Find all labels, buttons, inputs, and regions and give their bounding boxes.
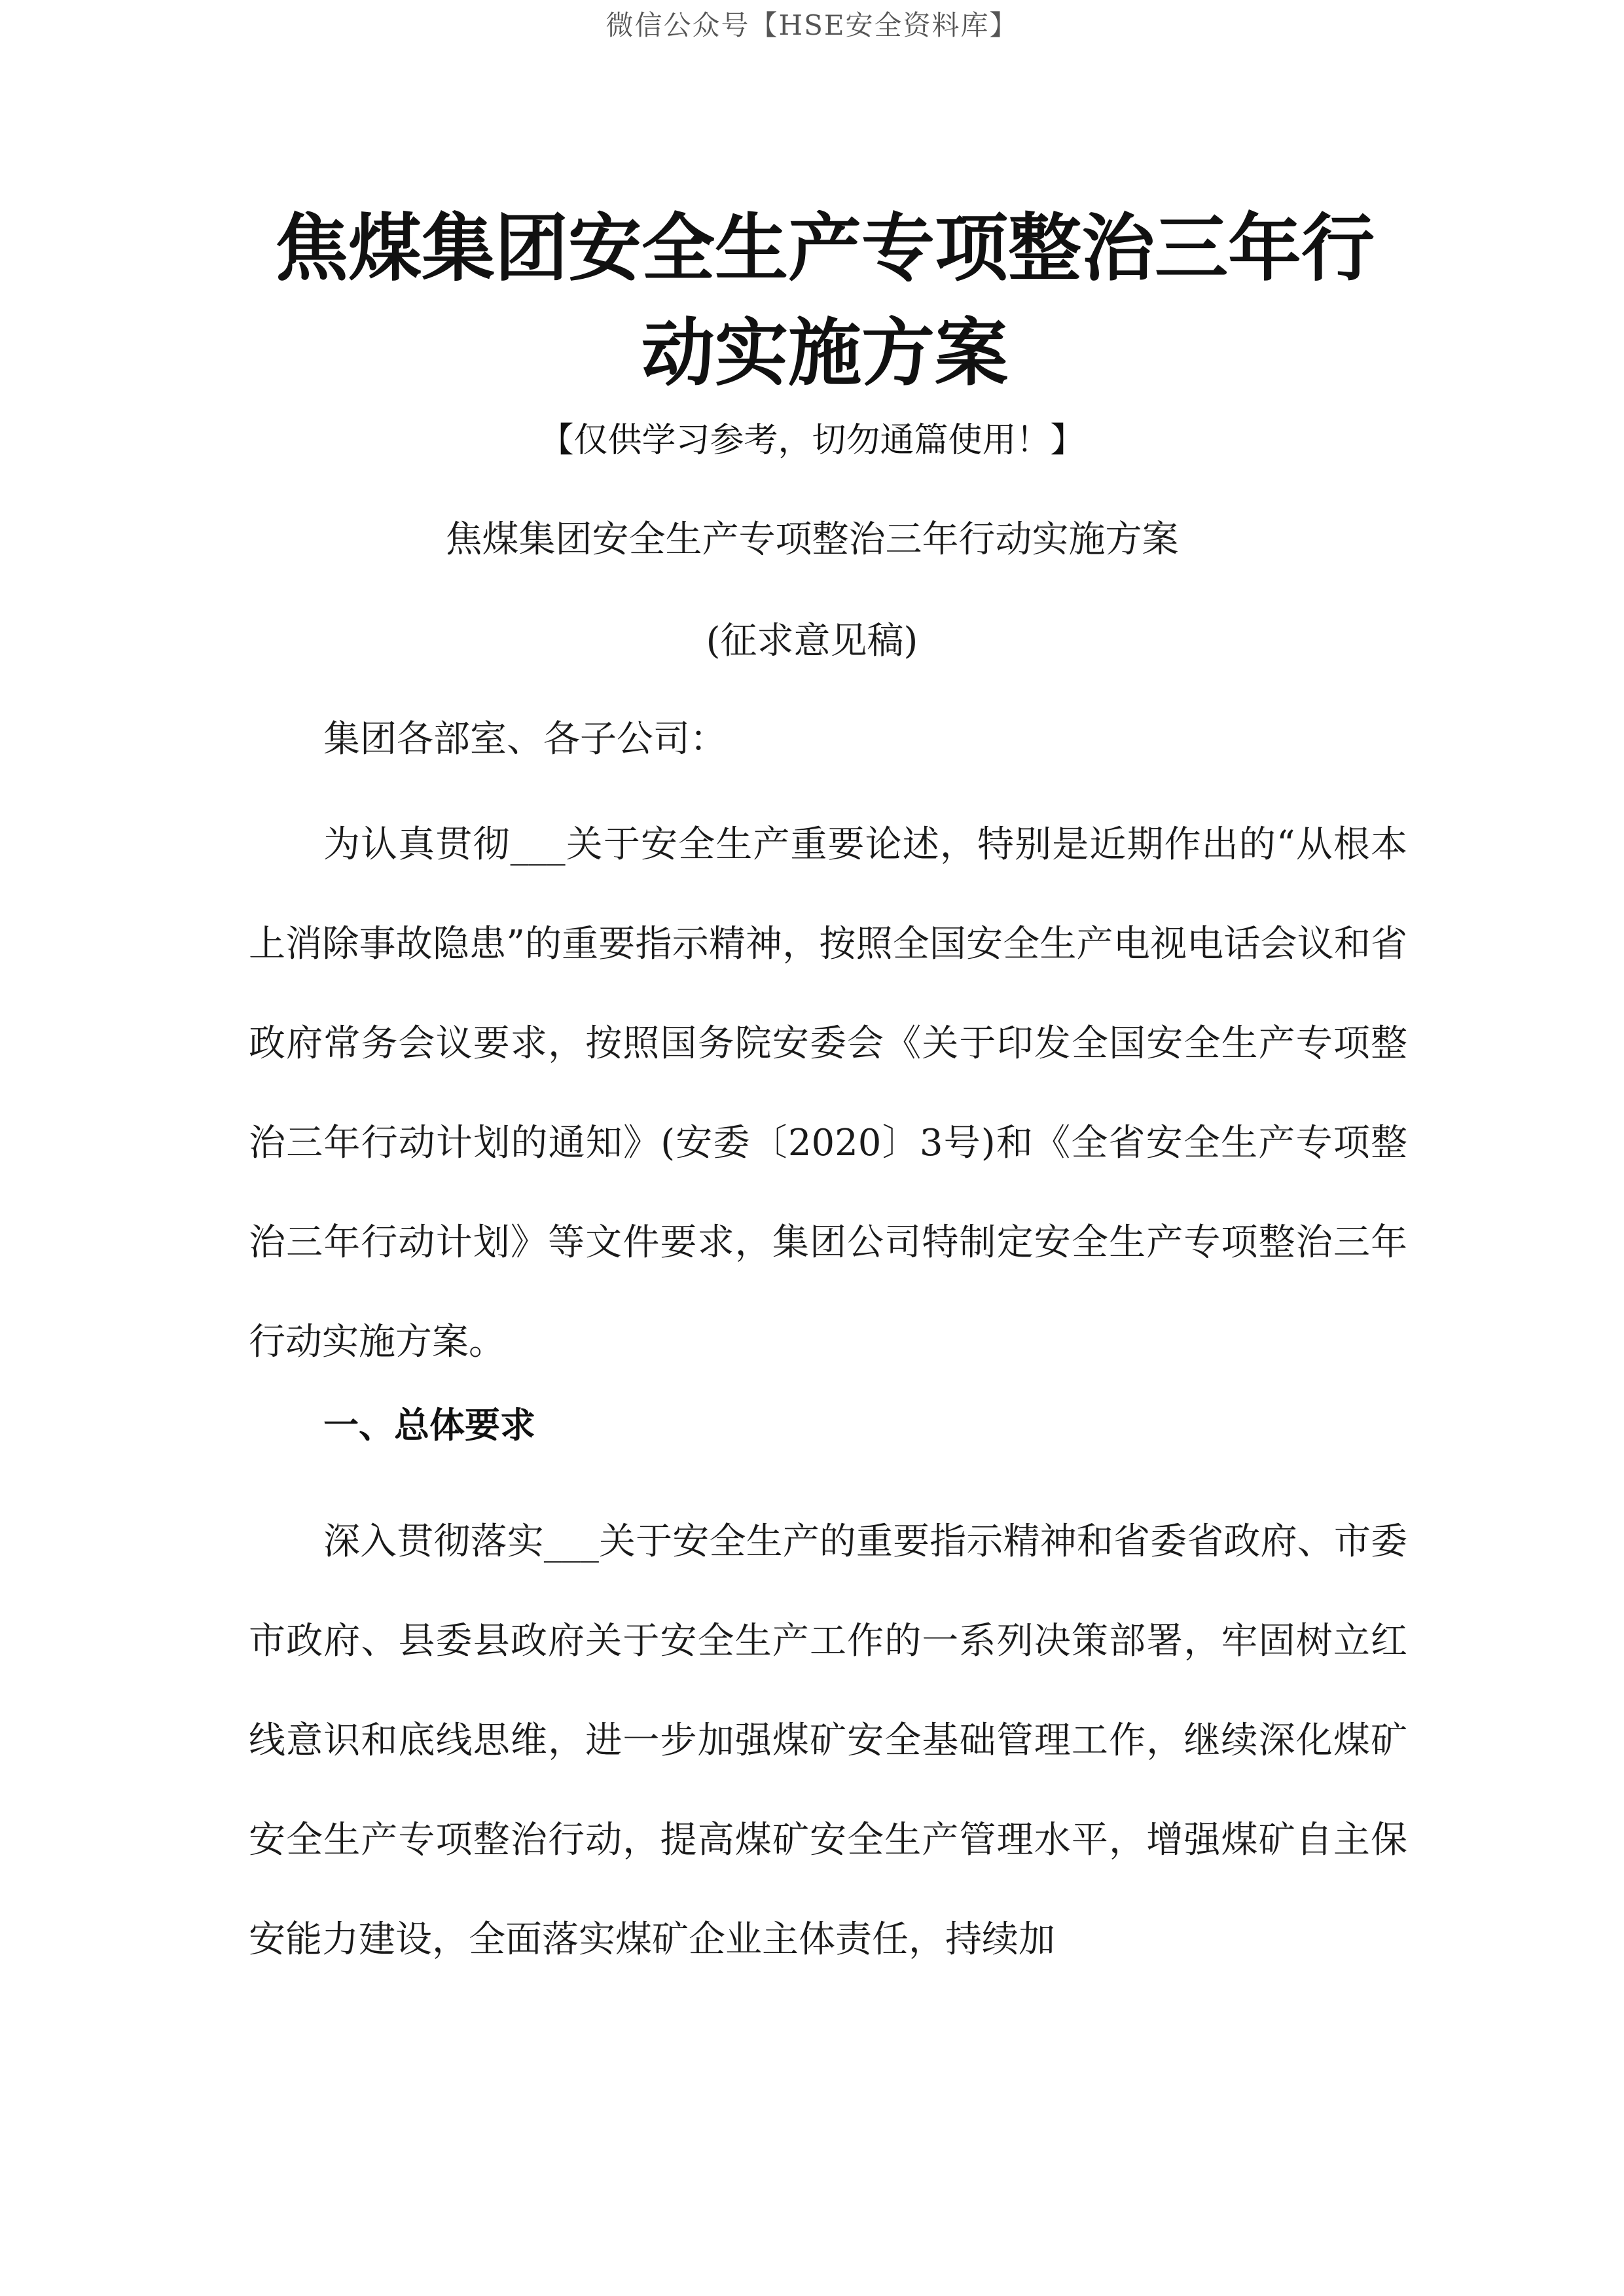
header-watermark: 微信公众号【HSE安全资料库】 [605, 9, 1019, 41]
section-heading-general-requirements: 一、总体要求 [323, 1405, 535, 1446]
paragraph-intro: 为认真贯彻___关于安全生产重要论述，特别是近期作出的“从根本上消除事故隐患”的重要指示精神，按照全国安全生产电视电话会议和省政府常务会议要求，按照国务院安委会《关于印发全国安全生产专项整治三年行动计划的通知》(安委〔2020〕3号)和《全省安全生产专项整治三年行动计划》等文件要求，集团公司特制定安全生产专项整治三年行动实施方案。 [249, 823, 1407, 1363]
document-title: 焦煤集团安全生产专项整治三年行动实施方案 [275, 206, 1375, 396]
disclaimer-note: 【仅供学习参考，切勿通篇使用！】 [539, 421, 1085, 460]
paragraph-general-requirements: 深入贯彻落实___关于安全生产的重要指示精神和省委省政府、市委市政府、县委县政府关于安全生产工作的一系列决策部署，牢固树立红线意识和底线思维，进一步加强煤矿安全基础管理工作，继续深化煤矿安全生产专项整治行动，提高煤矿安全生产管理水平，增强煤矿自主保安能力建设，全面落实煤矿企业主体责任，持续加 [249, 1520, 1407, 1961]
document-subtitle: 焦煤集团安全生产专项整治三年行动实施方案 [445, 518, 1179, 561]
salutation: 集团各部室、各子公司： [323, 718, 727, 761]
draft-note: (征求意见稿) [706, 620, 918, 662]
